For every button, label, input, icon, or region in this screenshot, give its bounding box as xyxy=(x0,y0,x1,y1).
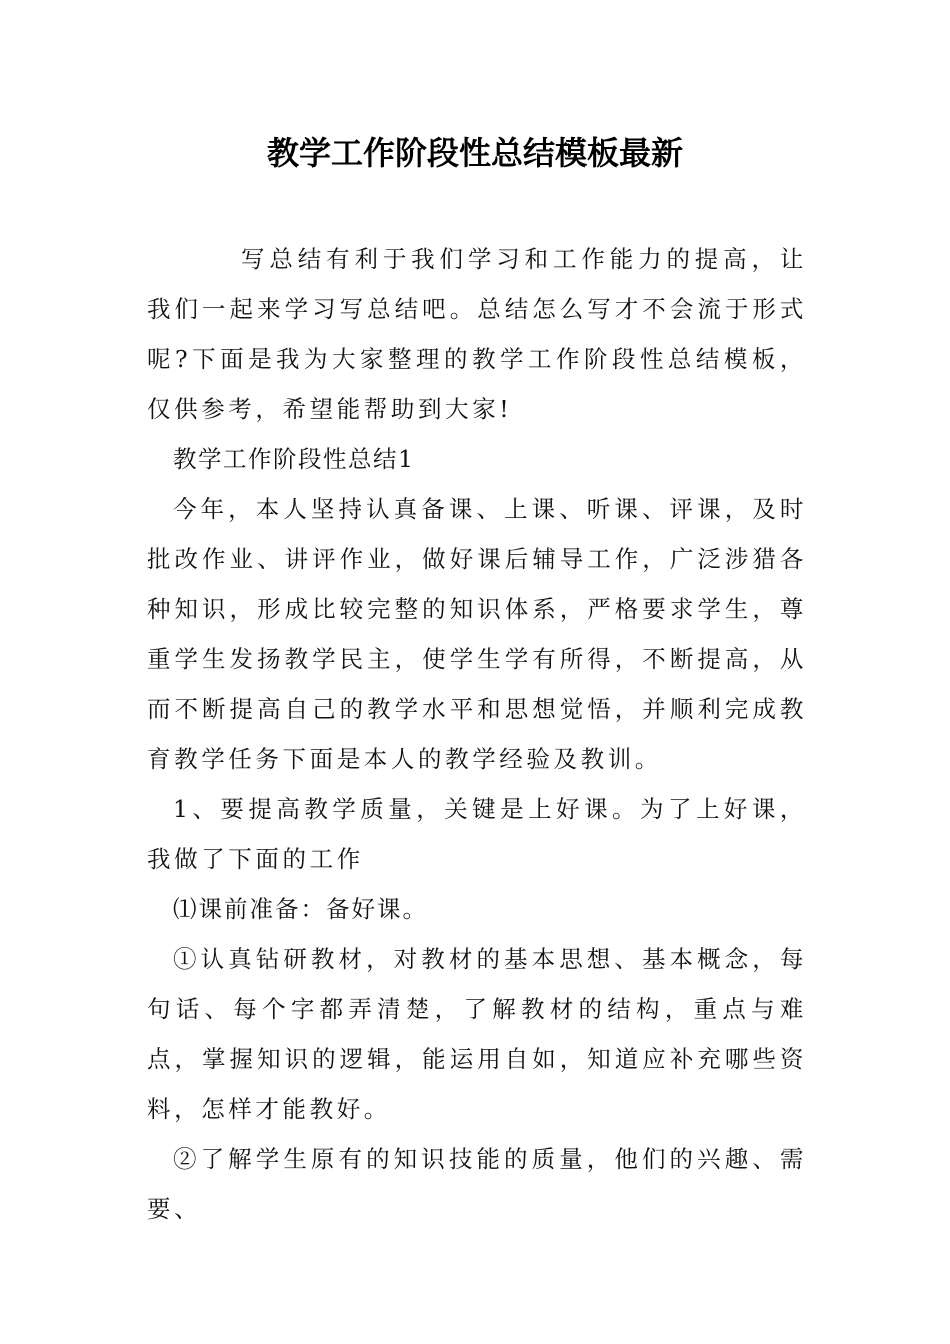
list-item: ②了解学生原有的知识技能的质量，他们的兴趣、需要、 xyxy=(147,1145,807,1223)
document-title: 教学工作阶段性总结模板最新 xyxy=(266,134,683,172)
section-heading: 教学工作阶段性总结1 xyxy=(173,445,415,473)
list-item: ⑴课前准备：备好课。 xyxy=(173,895,428,923)
intro-paragraph: 写总结有利于我们学习和工作能力的提高，让我们一起来学习写总结吧。总结怎么写才不会流于形式呢?下面是我为大家整理的教学工作阶段性总结模板，仅供参考，希望能帮助到大家! xyxy=(147,245,807,423)
document-body xyxy=(147,234,807,1234)
list-item: ①认真钻研教材，对教材的基本思想、基本概念，每句话、每个字都弄清楚，了解教材的结构，重点与难点，掌握知识的逻辑，能运用自如，知道应补充哪些资料，怎样才能教好。 xyxy=(147,945,807,1123)
body-paragraph: 今年，本人坚持认真备课、上课、听课、评课，及时批改作业、讲评作业，做好课后辅导工作，广泛涉猎各种知识，形成比较完整的知识体系，严格要求学生，尊重学生发扬教学民主，使学生学有所得，不断提高，从而不断提高自己的教学水平和思想觉悟，并顺利完成教育教学任务下面是本人的教学经验及教训。 xyxy=(147,495,807,773)
body-paragraph: 1、要提高教学质量，关键是上好课。为了上好课，我做了下面的工作 xyxy=(147,795,807,873)
